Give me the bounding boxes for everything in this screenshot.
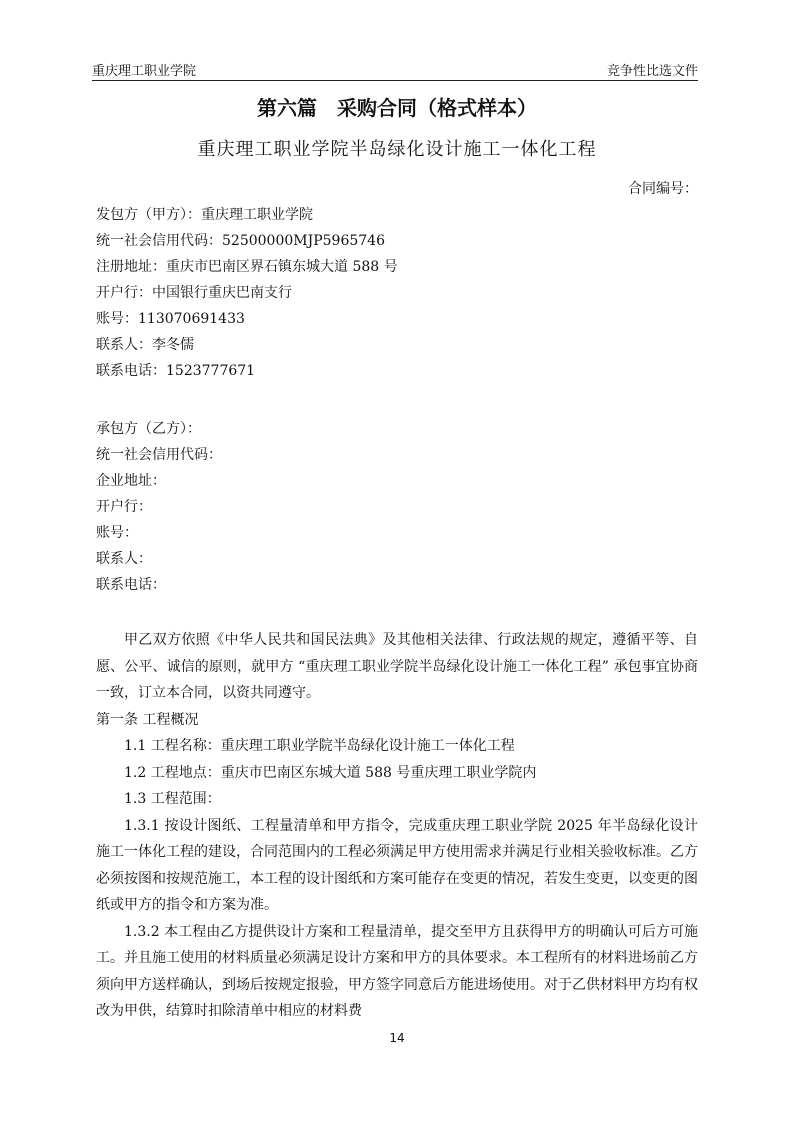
party-b-info <box>96 416 696 598</box>
project-title: 重庆理工职业学院半岛绿化设计施工一体化工程 <box>197 139 597 160</box>
party-b-address: 企业地址： <box>96 473 166 489</box>
page-number: 14 <box>389 1031 405 1045</box>
party-a-phone: 联系电话：1523777671 <box>96 363 256 379</box>
contract-body <box>96 627 698 1025</box>
clause-1-2: 1.2 工程地点：重庆市巴南区东城大道 588 号重庆理工职业学院内 <box>124 764 537 781</box>
party-b-contact: 联系人： <box>96 551 152 567</box>
party-b-credit-code: 统一社会信用代码： <box>96 447 222 463</box>
party-a-address: 注册地址：重庆市巴南区界石镇东城大道 588 号 <box>96 259 398 275</box>
party-b-name: 承包方（乙方）： <box>96 421 201 437</box>
section-title: 第六篇 采购合同（格式样本） <box>257 96 537 120</box>
header-document-type: 竞争性比选文件 <box>606 64 698 79</box>
header-school-name: 重庆理工职业学院 <box>92 64 197 79</box>
contract-number-label: 合同编号： <box>628 181 698 197</box>
article-1-heading: 第一条 工程概况 <box>96 711 199 728</box>
party-a-info <box>96 202 696 384</box>
party-a-credit-code: 统一社会信用代码：52500000MJP5965746 <box>96 233 385 249</box>
party-a-name: 发包方（甲方）：重庆理工职业学院 <box>96 207 313 223</box>
party-a-account: 账号：113070691433 <box>96 311 245 327</box>
party-b-bank: 开户行： <box>96 499 152 515</box>
intro-paragraph: 甲乙双方依照《中华人民共和国民法典》及其他相关法律、行政法规的规定，遵循平等、自愿、公平、诚信的原则，就甲方 “重庆理工职业学院半岛绿化设计施工一体化工程” 承包事宜协商一致，订立本合同，以资共同遵守。 <box>96 632 698 701</box>
page-header <box>92 58 698 81</box>
party-b-account: 账号： <box>96 525 138 541</box>
clause-1-3-2: 1.3.2 本工程由乙方提供设计方案和工程量清单，提交至甲方且获得甲方的明确认可后方可施工。并且施工使用的材料质量必须满足设计方案和甲方的具体要求。本工程所有的材料进场前乙方须向甲方送样确认，到场后按规定报验，甲方签字同意后方能进场使用。对于乙供材料甲方均有权改为甲供，结算时扣除清单中相应的材料费 <box>96 923 698 1019</box>
party-b-phone: 联系电话： <box>96 577 166 593</box>
party-a-contact: 联系人：李冬儒 <box>96 337 194 353</box>
party-a-bank: 开户行：中国银行重庆巴南支行 <box>96 285 292 301</box>
clause-1-3: 1.3 工程范围： <box>124 791 221 807</box>
clause-1-1: 1.1 工程名称：重庆理工职业学院半岛绿化设计施工一体化工程 <box>124 738 515 754</box>
clause-1-3-1: 1.3.1 按设计图纸、工程量清单和甲方指令，完成重庆理工职业学院 2025 年半岛绿化设计施工一体化工程的建设，合同范围内的工程必须满足甲方使用需求并满足行业相关验收标准。乙方必须按图和按规范施工，本工程的设计图纸和方案可能存在变更的情况，若发生变更，以变更的图纸或甲方的指令和方案为准。 <box>96 817 698 913</box>
